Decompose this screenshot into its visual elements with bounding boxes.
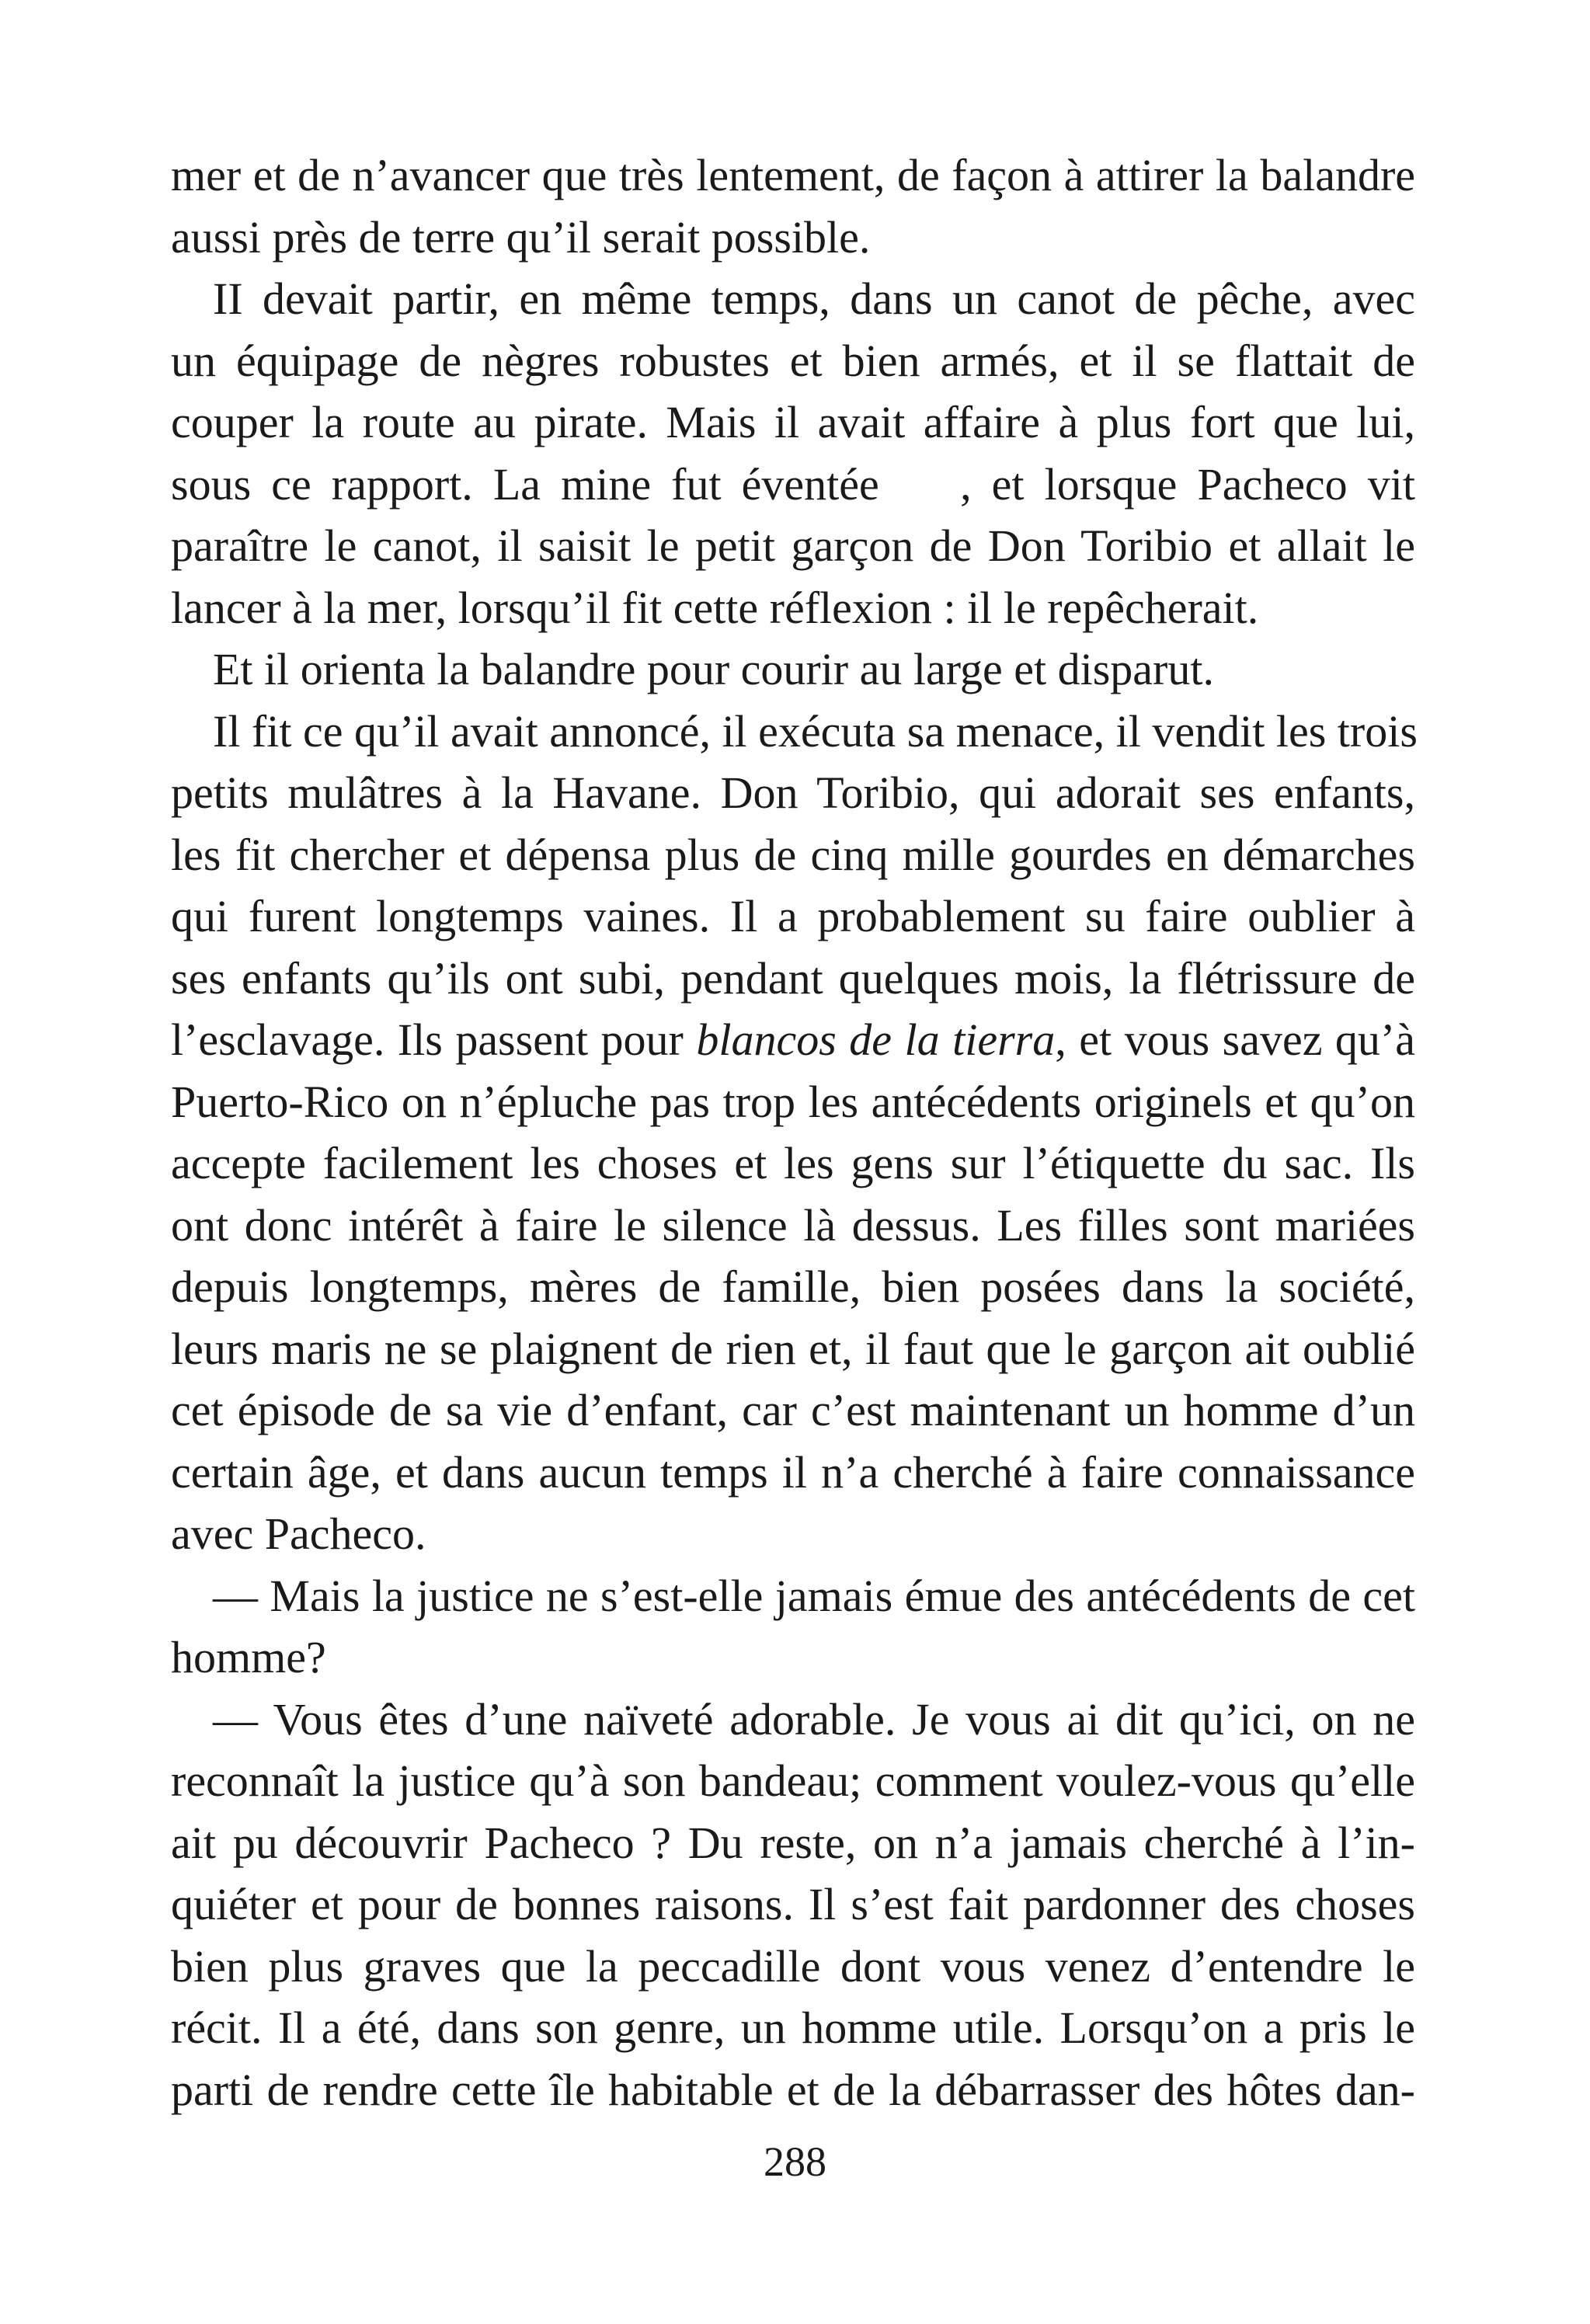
text-line: leurs maris ne se plaignent de rien et, il faut que le garçon ait oublié <box>171 1323 1415 1374</box>
body-text <box>171 144 1418 2120</box>
text-line: bien plus graves que la peccadille dont vous venez d’entendre le <box>171 1940 1415 1992</box>
text-line: mer et de n’avancer que très lentement, de façon à attirer la balandre <box>171 150 1415 200</box>
text-line: homme? <box>171 1632 326 1682</box>
text-line: ait pu découvrir Pacheco ? Du reste, on n’a jamais cherché à l’in- <box>171 1817 1415 1868</box>
text-line <box>171 1009 1415 1071</box>
text-line: petits mulâtres à la Havane. Don Toribio, qui adorait ses enfants, <box>171 767 1415 818</box>
text-line: accepte facilement les choses et les gens sur l’étiquette du sac. Ils <box>171 1138 1415 1188</box>
text-line: reconnaît la justice qu’à son bandeau; comment voulez-vous qu’elle <box>171 1755 1415 1806</box>
text-line: aussi près de terre qu’il serait possible. <box>171 211 871 263</box>
text-line: qui furent longtemps vaines. Il a probablement su faire oublier à <box>171 891 1415 941</box>
text-line: quiéter et pour de bonnes raisons. Il s’est fait pardonner des choses <box>171 1879 1415 1929</box>
text-line: lancer à la mer, lorsqu’il fit cette réflexion : il le repêcherait. <box>171 582 1259 633</box>
text-line: couper la route au pirate. Mais il avait affaire à plus fort que lui, <box>171 397 1415 447</box>
text-line: un équipage de nègres robustes et bien armés, et il se flattait de <box>171 335 1415 386</box>
text-line: ont donc intérêt à faire le silence là dessus. Les filles sont mariées <box>171 1199 1415 1251</box>
text-line: Et il orienta la balandre pour courir au large et disparut. <box>213 644 1214 694</box>
text-line: sous ce rapport. La mine fut éventée , et lorsque Pacheco vit <box>171 458 1415 510</box>
text-line: certain âge, et dans aucun temps il n’a cherché à faire connaissance <box>171 1446 1415 1498</box>
italic-phrase: blancos de la tierra <box>696 1014 1056 1065</box>
text-line: paraître le canot, il saisit le petit garçon de Don Toribio et allait le <box>171 520 1415 571</box>
page-number: 288 <box>764 2138 826 2185</box>
text-line: — Mais la justice ne s’est-elle jamais émue des antécédents de cet <box>213 1570 1415 1621</box>
text-line: les fit chercher et dépensa plus de cinq mille gourdes en démarches <box>171 829 1415 880</box>
text-line: Il fit ce qu’il avait annoncé, il exécuta sa menace, il vendit les trois <box>213 705 1418 757</box>
text-line: — Vous êtes d’une naïveté adorable. Je vous ai dit qu’ici, on ne <box>213 1693 1415 1745</box>
text-line: Puerto-Rico on n’épluche pas trop les antécédents originels et qu’on <box>171 1076 1415 1127</box>
text-line: II devait partir, en même temps, dans un canot de pêche, avec <box>213 273 1415 324</box>
text-line: ses enfants qu’ils ont subi, pendant quelques mois, la flétrissure de <box>171 952 1415 1004</box>
text-segment: , et vous savez qu’à <box>1055 1014 1415 1065</box>
text-line: avec Pacheco. <box>171 1508 426 1559</box>
text-segment: l’esclavage. Ils passent pour <box>171 1014 697 1065</box>
text-line: parti de rendre cette île habitable et de la débarrasser des hôtes dan- <box>171 2064 1415 2115</box>
text-line: cet épisode de sa vie d’enfant, car c’est maintenant un homme d’un <box>171 1385 1415 1435</box>
text-line: récit. Il a été, dans son genre, un homme utile. Lorsqu’on a pris le <box>171 2002 1415 2053</box>
text-line: depuis longtemps, mères de famille, bien posées dans la société, <box>171 1261 1415 1312</box>
